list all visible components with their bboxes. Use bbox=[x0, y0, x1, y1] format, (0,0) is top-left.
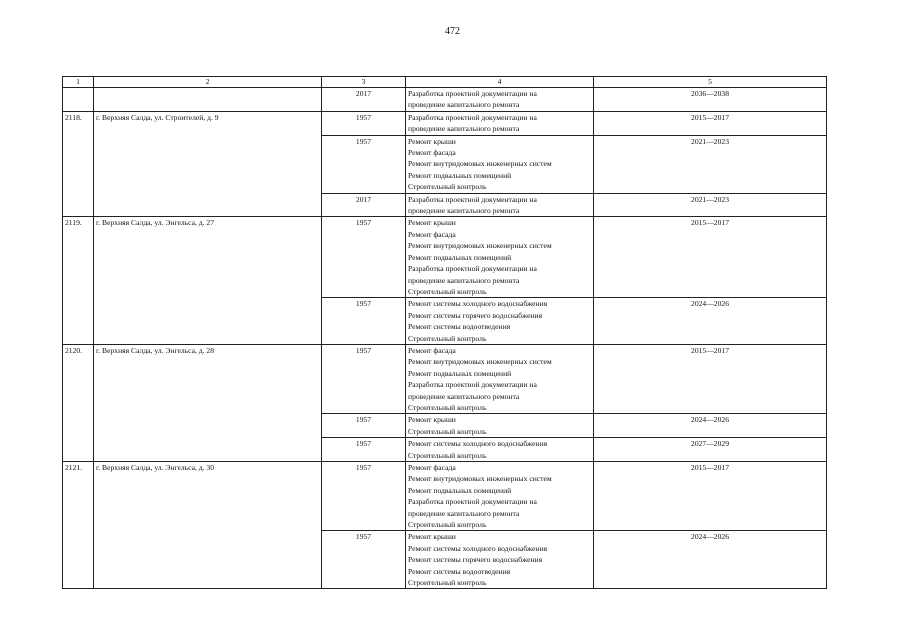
work-item: Ремонт крыши bbox=[408, 136, 456, 146]
works-cell bbox=[406, 217, 594, 298]
work-item: Строительный контроль bbox=[408, 286, 487, 296]
work-item: Строительный контроль bbox=[408, 520, 487, 530]
work-item: Ремонт фасада bbox=[408, 345, 456, 355]
work-item: Ремонт внутридомовых инженерных систем bbox=[408, 241, 552, 251]
build-year: 1957 bbox=[322, 438, 406, 462]
work-item: Разработка проектной документации на bbox=[408, 264, 537, 274]
building-address: г. Верхняя Салда, ул. Энгельса, д. 30 bbox=[94, 462, 322, 589]
works-cell bbox=[406, 88, 594, 112]
works-cell bbox=[406, 298, 594, 345]
work-item: Ремонт подвальных помещений bbox=[408, 485, 512, 495]
item-number: 2119. bbox=[63, 217, 94, 344]
table-row bbox=[63, 344, 827, 413]
repair-period: 2027—2029 bbox=[594, 438, 827, 462]
building-address: г. Верхняя Салда, ул. Строителей, д. 9 bbox=[94, 111, 322, 217]
column-header-row bbox=[63, 77, 827, 88]
repair-period: 2036—2038 bbox=[594, 88, 827, 112]
column-header: 2 bbox=[94, 77, 322, 88]
work-item: Ремонт крыши bbox=[408, 532, 456, 542]
item-number: 2120. bbox=[63, 344, 94, 461]
repair-period: 2024—2026 bbox=[594, 531, 827, 589]
build-year: 2017 bbox=[322, 193, 406, 217]
building-address bbox=[94, 88, 322, 112]
column-header: 4 bbox=[406, 77, 594, 88]
work-item: Строительный контроль bbox=[408, 402, 487, 412]
item-number: 2118. bbox=[63, 111, 94, 217]
build-year: 1957 bbox=[322, 135, 406, 193]
build-year: 1957 bbox=[322, 111, 406, 135]
build-year: 1957 bbox=[322, 462, 406, 531]
works-cell bbox=[406, 462, 594, 531]
work-item: Строительный контроль bbox=[408, 578, 487, 588]
work-item: Ремонт системы горячего водоснабжения bbox=[408, 310, 543, 320]
works-cell bbox=[406, 344, 594, 413]
work-item: Ремонт системы холодного водоснабжения bbox=[408, 299, 548, 309]
work-item: Ремонт фасада bbox=[408, 148, 456, 158]
work-item: Ремонт системы водоотведения bbox=[408, 322, 511, 332]
column-header: 5 bbox=[594, 77, 827, 88]
work-item: Ремонт внутридомовых инженерных систем bbox=[408, 159, 552, 169]
work-item: Строительный контроль bbox=[408, 182, 487, 192]
building-address: г. Верхняя Салда, ул. Энгельса, д. 27 bbox=[94, 217, 322, 344]
work-item: Ремонт подвальных помещений bbox=[408, 368, 512, 378]
work-item: Ремонт системы горячего водоснабжения bbox=[408, 555, 543, 565]
work-item: Ремонт подвальных помещений bbox=[408, 170, 512, 180]
work-item: Разработка проектной документации на bbox=[408, 89, 537, 98]
work-item: Ремонт подвальных помещений bbox=[408, 252, 512, 262]
works-cell bbox=[406, 414, 594, 438]
repair-period: 2021—2023 bbox=[594, 193, 827, 217]
work-item: Ремонт системы холодного водоснабжения bbox=[408, 439, 548, 449]
works-cell bbox=[406, 135, 594, 193]
work-item: проведение капитального ремонта bbox=[408, 124, 520, 134]
work-item: проведение капитального ремонта bbox=[408, 100, 520, 110]
repair-period: 2015—2017 bbox=[594, 462, 827, 531]
table-row bbox=[63, 217, 827, 298]
build-year: 1957 bbox=[322, 298, 406, 345]
works-cell bbox=[406, 531, 594, 589]
build-year: 1957 bbox=[322, 344, 406, 413]
table-row bbox=[63, 111, 827, 135]
work-item: Разработка проектной документации на bbox=[408, 194, 537, 204]
item-number: 2121. bbox=[63, 462, 94, 589]
repair-period: 2015—2017 bbox=[594, 111, 827, 135]
repair-period: 2024—2026 bbox=[594, 298, 827, 345]
work-item: Ремонт крыши bbox=[408, 415, 456, 425]
build-year: 1957 bbox=[322, 531, 406, 589]
table-row bbox=[63, 462, 827, 531]
work-item: проведение капитального ремонта bbox=[408, 206, 520, 216]
work-item: Ремонт системы водоотведения bbox=[408, 566, 511, 576]
works-cell bbox=[406, 438, 594, 462]
table-body bbox=[63, 77, 827, 589]
build-year: 1957 bbox=[322, 414, 406, 438]
column-header: 3 bbox=[322, 77, 406, 88]
works-cell bbox=[406, 111, 594, 135]
repair-period: 2015—2017 bbox=[594, 217, 827, 298]
work-item: Ремонт крыши bbox=[408, 218, 456, 228]
repair-schedule-table bbox=[62, 76, 827, 589]
work-item: проведение капитального ремонта bbox=[408, 391, 520, 401]
build-year: 1957 bbox=[322, 217, 406, 298]
work-item: Строительный контроль bbox=[408, 450, 487, 460]
work-item: проведение капитального ремонта bbox=[408, 275, 520, 285]
work-item: Разработка проектной документации на bbox=[408, 112, 537, 122]
repair-period: 2024—2026 bbox=[594, 414, 827, 438]
work-item: Разработка проектной документации на bbox=[408, 497, 537, 507]
building-address: г. Верхняя Салда, ул. Энгельса, д. 28 bbox=[94, 344, 322, 461]
table-row bbox=[63, 88, 827, 112]
work-item: Строительный контроль bbox=[408, 426, 487, 436]
works-cell bbox=[406, 193, 594, 217]
work-item: Ремонт фасада bbox=[408, 463, 456, 472]
work-item: проведение капитального ремонта bbox=[408, 508, 520, 518]
column-header: 1 bbox=[63, 77, 94, 88]
page-number: 472 bbox=[445, 26, 460, 37]
build-year: 2017 bbox=[322, 88, 406, 112]
work-item: Разработка проектной документации на bbox=[408, 380, 537, 390]
work-item: Ремонт фасада bbox=[408, 229, 456, 239]
work-item: Ремонт внутридомовых инженерных систем bbox=[408, 474, 552, 484]
repair-period: 2015—2017 bbox=[594, 344, 827, 413]
work-item: Ремонт системы холодного водоснабжения bbox=[408, 543, 548, 553]
work-item: Строительный контроль bbox=[408, 333, 487, 343]
repair-period: 2021—2023 bbox=[594, 135, 827, 193]
work-item: Ремонт внутридомовых инженерных систем bbox=[408, 357, 552, 367]
item-number bbox=[63, 88, 94, 112]
